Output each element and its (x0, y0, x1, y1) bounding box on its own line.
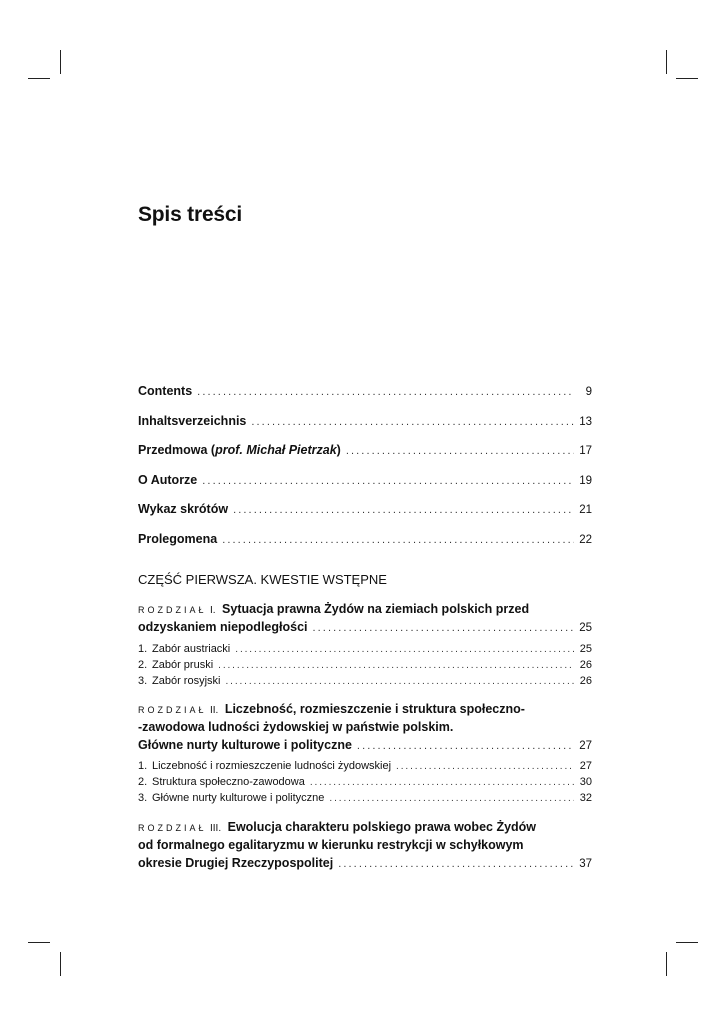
page-number: 30 (579, 776, 592, 788)
page-number: 9 (585, 386, 592, 398)
page-number: 21 (579, 504, 592, 516)
page-number: 25 (579, 622, 592, 634)
page-number: 27 (579, 760, 592, 772)
toc-entry-przedmowa[interactable]: Przedmowa (prof. Michał Pietrzak) ..... 17 (138, 443, 592, 457)
crop-mark-bottom-left-horizontal (28, 942, 50, 943)
page-number: 27 (579, 740, 592, 752)
toc-section-entry[interactable]: 1. Zabór austriacki ..... 25 (138, 643, 592, 655)
leader-dots (396, 761, 574, 772)
leader-dots (235, 644, 574, 655)
chapter-heading-line[interactable]: ROZDZIAŁ I. Sytuacja prawna Żydów na ziemiach polskich przed (138, 602, 530, 616)
leader-dots (251, 416, 574, 428)
toc-entry-prolegomena[interactable]: Prolegomena ..... 22 (138, 532, 592, 546)
crop-mark-top-left-vertical (60, 50, 61, 74)
chapter-word: ROZDZIAŁ (138, 823, 207, 833)
page-number: 17 (579, 445, 592, 457)
crop-mark-bottom-right-vertical (666, 952, 667, 976)
toc-section-entry[interactable]: 3. Główne nurty kulturowe i polityczne ..... 32 (138, 792, 592, 804)
chapter-word: ROZDZIAŁ (138, 605, 207, 615)
page-number: 26 (579, 659, 592, 671)
chapter-heading-last-line[interactable]: Główne nurty kulturowe i polityczne ..... 27 (138, 738, 592, 752)
page-title: Spis treści (138, 203, 243, 226)
toc-entry-inhaltsverzeichnis[interactable]: Inhaltsverzeichnis ..... 13 (138, 414, 592, 428)
page-number: 37 (579, 858, 592, 870)
page-number: 26 (579, 675, 592, 687)
chapter-word: ROZDZIAŁ (138, 705, 207, 715)
leader-dots (197, 386, 574, 398)
page-number: 25 (579, 643, 592, 655)
toc-section-entry[interactable]: 2. Zabór pruski ..... 26 (138, 659, 592, 671)
page-number: 32 (579, 792, 592, 804)
leader-dots (202, 475, 574, 487)
chapter-heading-line[interactable]: ROZDZIAŁ III. Ewolucja charakteru polskiego prawa wobec Żydów (138, 820, 537, 834)
leader-dots (310, 777, 574, 788)
chapter-heading-line[interactable]: -zawodowa ludności żydowskiej w państwie polskim. (138, 720, 454, 734)
toc-entry-wykaz-skrotow[interactable]: Wykaz skrótów ..... 21 (138, 502, 592, 516)
leader-dots (313, 622, 575, 634)
crop-mark-bottom-right-horizontal (676, 942, 698, 943)
crop-mark-top-right-horizontal (676, 78, 698, 79)
leader-dots (357, 740, 574, 752)
chapter-heading-last-line[interactable]: okresie Drugiej Rzeczypospolitej ..... 37 (138, 856, 592, 870)
leader-dots (329, 793, 574, 804)
chapter-numeral: II. (210, 705, 219, 716)
chapter-heading-last-line[interactable]: odzyskaniem niepodległości ..... 25 (138, 620, 592, 634)
chapter-numeral: I. (210, 605, 216, 616)
leader-dots (346, 445, 574, 457)
toc-section-entry[interactable]: 3. Zabór rosyjski ..... 26 (138, 675, 592, 687)
page-number: 13 (579, 416, 592, 428)
page-number: 19 (579, 475, 592, 487)
toc-entry-contents[interactable]: Contents ..... 9 (138, 384, 592, 398)
chapter-heading-line[interactable]: od formalnego egalitaryzmu w kierunku restrykcji w schyłkowym (138, 838, 524, 852)
part-heading: CZĘŚĆ PIERWSZA. KWESTIE WSTĘPNE (138, 572, 387, 587)
leader-dots (233, 504, 574, 516)
toc-entry-o-autorze[interactable]: O Autorze ..... 19 (138, 473, 592, 487)
leader-dots (338, 858, 574, 870)
page-number: 22 (579, 534, 592, 546)
crop-mark-top-left-horizontal (28, 78, 50, 79)
chapter-heading-line[interactable]: ROZDZIAŁ II. Liczebność, rozmieszczenie i struktura społeczno- (138, 702, 525, 716)
author-name: prof. Michał Pietrzak (215, 443, 337, 457)
chapter-numeral: III. (210, 823, 222, 834)
toc-section-entry[interactable]: 2. Struktura społeczno-zawodowa ..... 30 (138, 776, 592, 788)
leader-dots (222, 534, 574, 546)
crop-mark-bottom-left-vertical (60, 952, 61, 976)
leader-dots (225, 676, 574, 687)
toc-section-entry[interactable]: 1. Liczebność i rozmieszczenie ludności żydowskiej ..... 27 (138, 760, 592, 772)
crop-mark-top-right-vertical (666, 50, 667, 74)
leader-dots (218, 660, 574, 671)
